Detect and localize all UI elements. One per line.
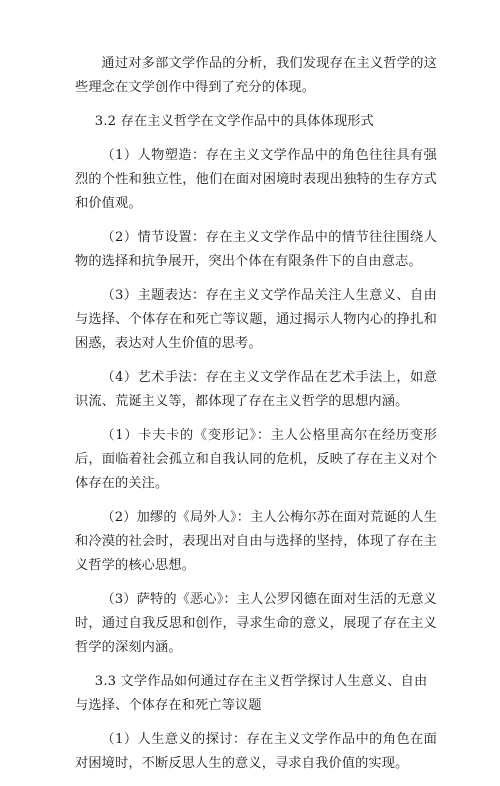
- paragraph-camus: （2）加缪的《局外人》：主人公梅尔苏在面对荒诞的人生和冷漠的社会时，表现出对自由与选择的坚持，体现了存在主义哲学的核心思想。: [75, 509, 437, 574]
- paragraph-meaning: （1）人生意义的探讨：存在主义文学作品中的角色在面对困境时，不断反思人生的意义，寻求自我价值的实现。: [75, 731, 437, 772]
- document-body: [75, 52, 437, 786]
- paragraph-art: （4）艺术手法：存在主义文学作品在艺术手法上，如意识流、荒诞主义等，都体现了存在主义哲学的思想内涵。: [75, 369, 437, 409]
- paragraph-plot: （2）情节设置：存在主义文学作品中的情节往往围绕人物的选择和抗争展开，突出个体在有限条件下的自由意志。: [75, 229, 437, 269]
- paragraph-intro: 通过对多部文学作品的分析，我们发现存在主义哲学的这些理念在文学创作中得到了充分的体现。: [75, 56, 437, 96]
- paragraph-kafka: （1）卡夫卡的《变形记》：主人公格里高尔在经历变形后，面临着社会孤立和自我认同的危机，反映了存在主义对个体存在的关注。: [75, 427, 437, 492]
- paragraph-character: （1）人物塑造：存在主义文学作品中的角色往往具有强烈的个性和独立性，他们在面对困境时表现出独特的生存方式和价值观。: [75, 147, 437, 212]
- paragraph-theme: （3）主题表达：存在主义文学作品关注人生意义、自由与选择、个体存在和死亡等议题，通过揭示人物内心的挣扎和困惑，表达对人生价值的思考。: [75, 287, 437, 352]
- section-heading-3-2: 3.2 存在主义哲学在文学作品中的具体体现形式: [94, 113, 374, 129]
- section-heading-3-3: 3.3 文学作品如何通过存在主义哲学探讨人生意义、自由与选择、个体存在和死亡等议题: [75, 673, 428, 714]
- paragraph-sartre: （3）萨特的《恶心》：主人公罗冈德在面对生活的无意义时，通过自我反思和创作，寻求生命的意义，展现了存在主义哲学的深刻内涵。: [75, 591, 437, 656]
